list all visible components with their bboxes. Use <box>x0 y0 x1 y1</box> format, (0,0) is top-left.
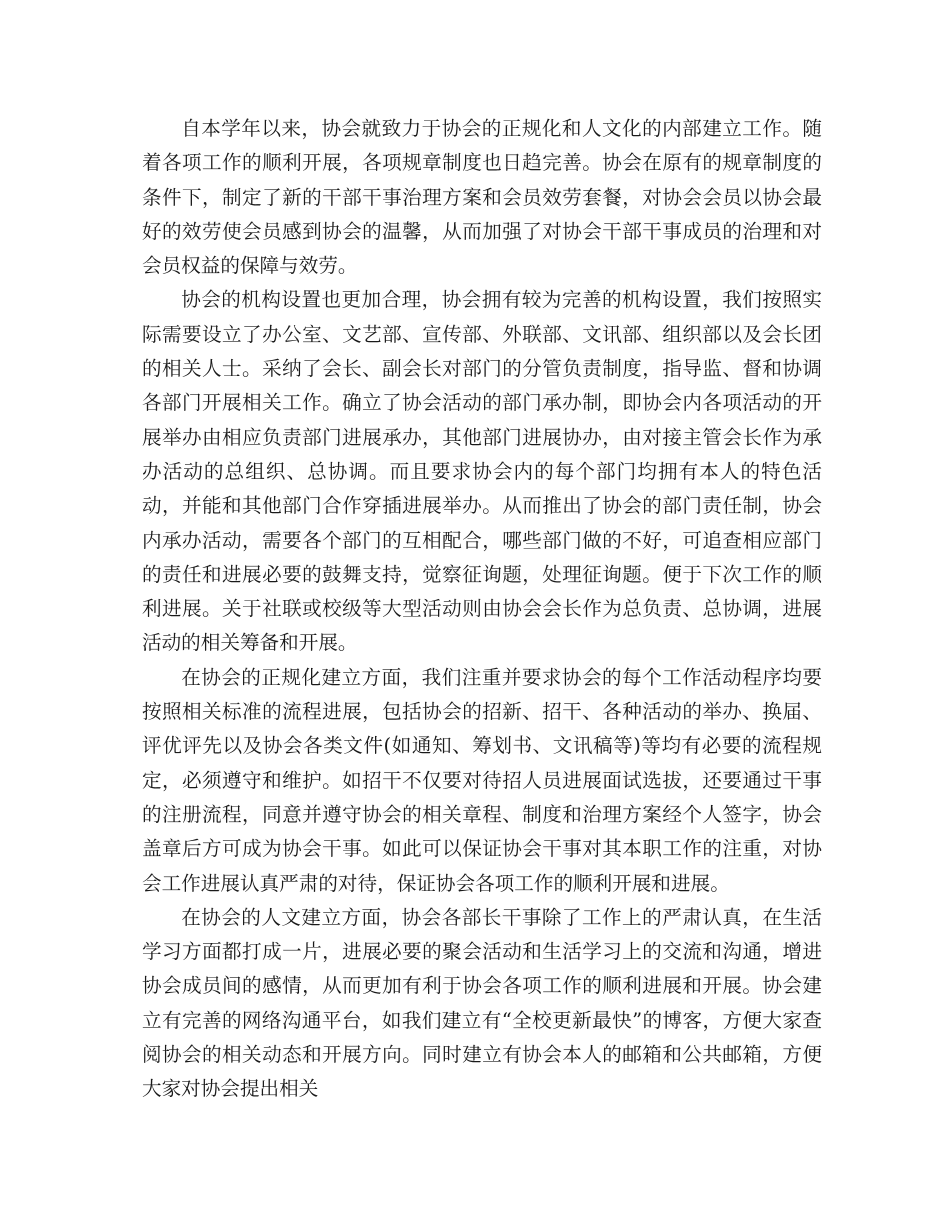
paragraph-intro: 自本学年以来，协会就致力于协会的正规化和人文化的内部建立工作。随着各项工作的顺利开展，各项规章制度也日趋完善。协会在原有的规章制度的条件下，制定了新的干部干事治理方案和会员效劳套餐，对协会会员以协会最好的效劳使会员感到协会的温馨，从而加强了对协会干部干事成员的治理和对会员权益的保障与效劳。 <box>142 117 822 278</box>
paragraph-standardization: 在协会的正规化建立方面，我们注重并要求协会的每个工作活动程序均要按照相关标准的流程进展，包括协会的招新、招干、各种活动的举办、换届、评优评先以及协会各类文件(如通知、筹划书、文讯稿等)等均有必要的流程规定，必须遵守和维护。如招干不仅要对待招人员进展面试选拔，还要通过干事的注册流程，同意并遵守协会的相关章程、制度和治理方案经个人签字，协会盖章后方可成为协会干事。如此可以保证协会干事对其本职工作的注重，对协会工作进展认真严肃的对待，保证协会各项工作的顺利开展和进展。 <box>142 665 822 895</box>
paragraph-organization: 协会的机构设置也更加合理，协会拥有较为完善的机构设置，我们按照实际需要设立了办公室、文艺部、宣传部、外联部、文讯部、组织部以及会长团的相关人士。采纳了会长、副会长对部门的分管负责制度，指导监、督和协调各部门开展相关工作。确立了协会活动的部门承办制，即协会内各项活动的开展举办由相应负责部门进展承办，其他部门进展协办，由对接主管会长作为承办活动的总组织、总协调。而且要求协会内的每个部门均拥有本人的特色活动，并能和其他部门合作穿插进展举办。从而推出了协会的部门责任制，协会内承办活动，需要各个部门的互相配合，哪些部门做的不好，可追查相应部门的责任和进展必要的鼓舞支持，觉察征询题，处理征询题。便于下次工作的顺利进展。关于社联或校级等大型活动则由协会会长作为总负责、总协调，进展活动的相关筹备和开展。 <box>142 288 822 655</box>
paragraph-culture: 在协会的人文建立方面，协会各部长干事除了工作上的严肃认真，在生活学习方面都打成一片，进展必要的聚会活动和生活学习上的交流和沟通，增进协会成员间的感情，从而更加有利于协会各项工作的顺利进展和开展。协会建立有完善的网络沟通平台，如我们建立有“全校更新最快”的博客，方便大家查阅协会的相关动态和开展方向。同时建立有协会本人的邮箱和公共邮箱，方便大家对协会提出相关 <box>142 905 822 1101</box>
document-body <box>142 112 822 1107</box>
